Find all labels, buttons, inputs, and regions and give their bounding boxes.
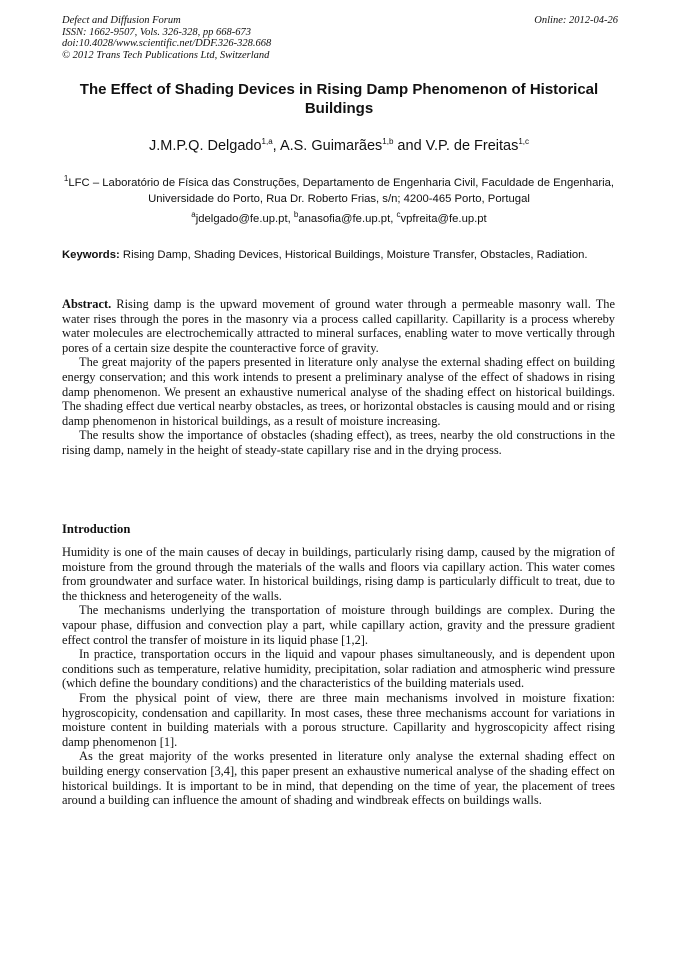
abstract bbox=[62, 297, 615, 458]
copyright-line: © 2012 Trans Tech Publications Ltd, Switzerland bbox=[62, 49, 270, 61]
affiliation-text: LFC – Laboratório de Física das Construções, Departamento de Engenharia Civil, Faculdade de Engenharia, Universidade do Porto, Rua Dr. Roberto Frias, s/n; 4200-465 Porto, Portugal bbox=[68, 177, 615, 205]
abstract-paragraph: The great majority of the papers presented in literature only analyse the external shading effect on building energy conservation; and this work intends to present a preliminary analyse of the effect of shadows in rising damp phenomenon. We present an exhaustive numerical analyse of the shading effect on historical buildings. The shading effect due vertical nearby obstacles, as trees, or horizontal obstacles is causing mould and or rising damp phenomenon in historical buildings, as a result of moisture increasing. bbox=[62, 355, 615, 428]
journal-name: Defect and Diffusion Forum bbox=[62, 15, 181, 26]
abstract-label: Abstract. bbox=[62, 297, 112, 311]
body-paragraph: In practice, transportation occurs in the liquid and vapour phases simultaneously, and is dependent upon conditions such as temperature, relative humidity, precipitation, solar radiation and atmospheric wind pressure (which define the boundary conditions) and the characteristics of the building materials used. bbox=[62, 647, 615, 691]
journal-header bbox=[62, 15, 618, 61]
keywords-label: Keywords: bbox=[62, 249, 120, 261]
author-affiliation-mark: 1,c bbox=[518, 137, 530, 147]
email-mark: b bbox=[293, 210, 299, 220]
affiliation-mark: 1 bbox=[63, 174, 69, 184]
author-separator: , bbox=[272, 138, 280, 154]
abstract-text: Rising damp is the upward movement of ground water through a permeable masonry wall. The water rises through the pores in the masonry via a process called capillarity. Capillarity is a process whereby water molecules are electrochemically attracted to mineral surfaces, enabling water to move vertically through pores of a certain size despite the counteractive force of gravity. bbox=[62, 297, 615, 355]
introduction-section bbox=[62, 545, 615, 808]
body-paragraph: As the great majority of the works presented in literature only analyse the external shading effect on building energy conservation [3,4], this paper present an exhaustive numerical analyse of the shading effect on historical buildings. It is important to be in mind, that depending on the time of year, the placement of trees around a building can influence the amount of shading and windbreak effects on buildings walls. bbox=[62, 749, 615, 808]
author-separator: and bbox=[393, 138, 426, 154]
paper-title: The Effect of Shading Devices in Rising Damp Phenomenon of Historical Buildings bbox=[79, 81, 599, 117]
email-address: anasofia@fe.up.pt, bbox=[298, 213, 397, 225]
abstract-paragraph bbox=[62, 297, 615, 355]
email-mark: c bbox=[396, 210, 401, 220]
online-date: Online: 2012-04-26 bbox=[534, 15, 618, 26]
section-heading-introduction: Introduction bbox=[62, 522, 131, 536]
abstract-paragraph: The results show the importance of obstacles (shading effect), as trees, nearby the old constructions in the rising damp, namely in the height of steady-state capillary rise and in the drying process. bbox=[62, 428, 615, 457]
author-emails bbox=[62, 212, 616, 227]
body-paragraph: The mechanisms underlying the transportation of moisture through buildings are complex. During the vapour phase, diffusion and convection play a part, while capillary action, gravity and the pressure gradient effect control the transfer of moisture in its liquid phase [1,2]. bbox=[62, 603, 615, 647]
email-address: jdelgado@fe.up.pt, bbox=[195, 213, 294, 225]
issn-line: ISSN: 1662-9507, Vols. 326-328, pp 668-673 bbox=[62, 26, 251, 38]
doi-line: doi:10.4028/www.scientific.net/DDF.326-328.668 bbox=[62, 38, 272, 50]
body-paragraph: Humidity is one of the main causes of decay in buildings, particularly rising damp, caused by the migration of moisture from the ground through the materials of the walls and floors via capillary action. This water comes from groundwater and surface water. In historical buildings, rising damp is particularly difficult to treat, due to the thickness and heterogeneity of the walls. bbox=[62, 545, 615, 603]
author-name: V.P. de Freitas bbox=[425, 138, 519, 154]
affiliation bbox=[62, 176, 616, 207]
email-address: vpfreita@fe.up.pt bbox=[400, 213, 487, 225]
email-mark: a bbox=[191, 210, 196, 220]
keywords-text: Rising Damp, Shading Devices, Historical Buildings, Moisture Transfer, Obstacles, Radiation. bbox=[119, 249, 588, 261]
keywords bbox=[62, 248, 615, 262]
body-paragraph: From the physical point of view, there are three main mechanisms involved in moisture fixation: hygroscopicity, condensation and capillarity. In most cases, these three mechanisms account for variations in moisture content in building materials with a porous structure. Capillarity and hygroscopicity affect rising damp phenomenon [1]. bbox=[62, 690, 615, 749]
author-list bbox=[62, 137, 616, 155]
author-name: J.M.P.Q. Delgado bbox=[148, 138, 262, 154]
author-name: A.S. Guimarães bbox=[279, 138, 383, 154]
author-affiliation-mark: 1,b bbox=[382, 137, 394, 147]
author-affiliation-mark: 1,a bbox=[261, 137, 273, 147]
